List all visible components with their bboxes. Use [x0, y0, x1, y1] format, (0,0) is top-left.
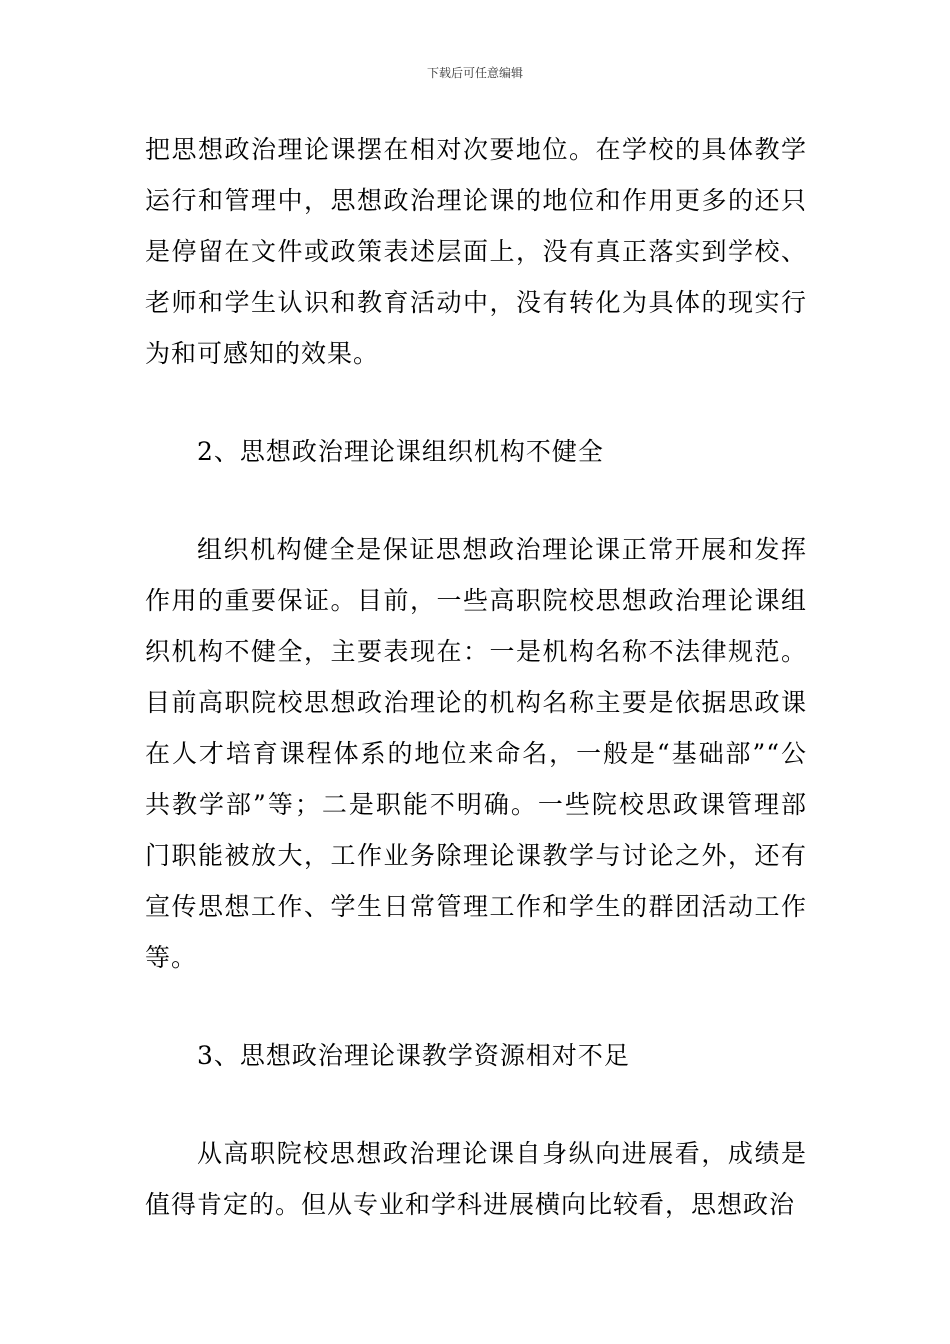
paragraph-gap — [145, 1081, 807, 1128]
page-header: 下载后可任意编辑 — [426, 66, 523, 80]
paragraph-continuation: 把思想政治理论课摆在相对次要地位。在学校的具体教学运行和管理中，思想政治理论课的地位和作用更多的还只是停留在文件或政策表述层面上，没有真正落实到学校、老师和学生认识和教育活动中，没有转化为具体的现实行为和可感知的效果。 — [145, 135, 807, 368]
paragraph-resources: 从高职院校思想政治理论课自身纵向进展看，成绩是值得肯定的。但从专业和学科进展横向比较看，思想政治 — [145, 1139, 807, 1219]
document-body — [145, 124, 807, 1230]
paragraph-gap — [145, 477, 807, 524]
paragraph-organization: 组织机构健全是保证思想政治理论课正常开展和发挥作用的重要保证。目前，一些高职院校思想政治理论课组织机构不健全，主要表现在：一是机构名称不法律规范。目前高职院校思想政治理论的机构名称主要是依据思政课在人才培育课程体系的地位来命名，一般是“基础部”“公共教学部”等；二是职能不明确。一些院校思政课管理部门职能被放大，工作业务除理论课教学与讨论之外，还有宣传思想工作、学生日常管理工作和学生的群团活动工作等。 — [145, 535, 807, 972]
paragraph-gap — [145, 379, 807, 426]
section-heading-3: 3、思想政治理论课教学资源相对不足 — [197, 1041, 630, 1070]
paragraph-gap — [145, 983, 807, 1030]
section-heading-2: 2、思想政治理论课组织机构不健全 — [197, 437, 604, 466]
